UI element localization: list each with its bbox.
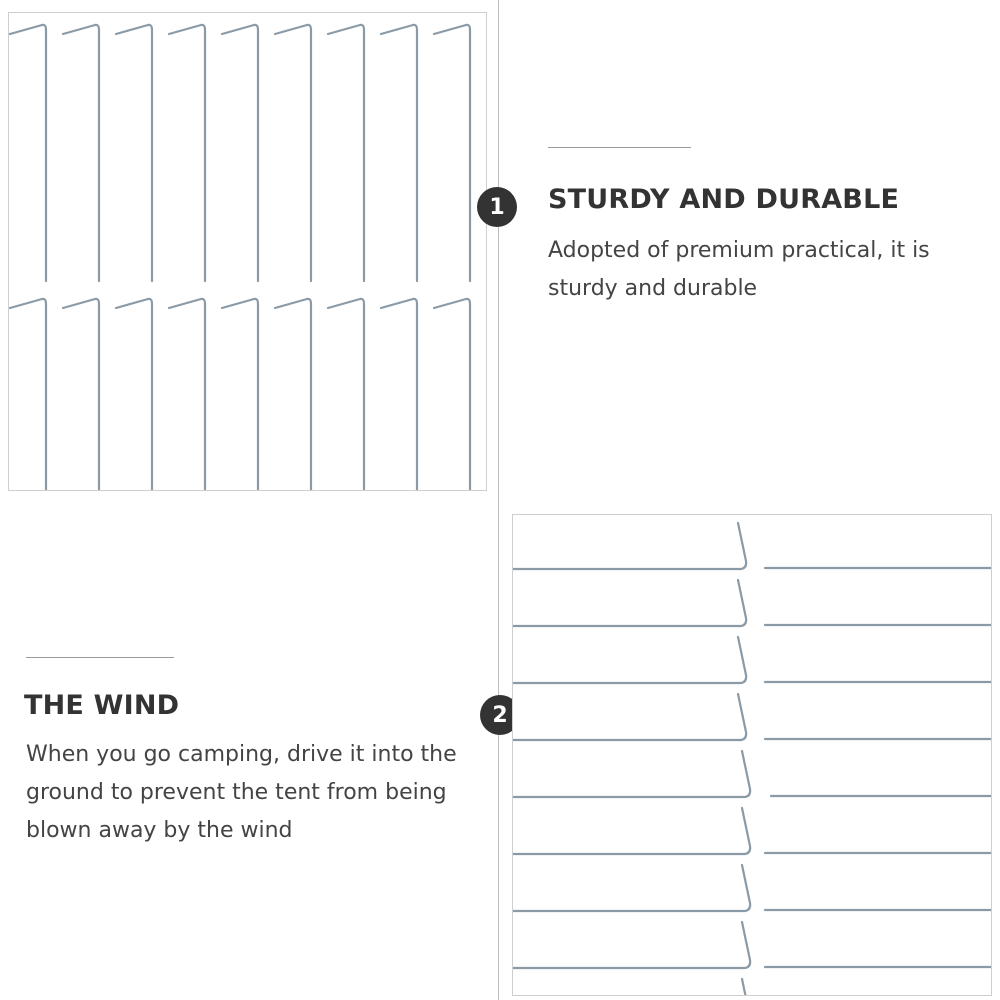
section1-title: STURDY AND DURABLE xyxy=(548,184,900,215)
tent-stake-row2-3 xyxy=(116,299,152,490)
step-number-badge-1: 1 xyxy=(477,187,517,227)
tent-stake-row1-4 xyxy=(169,25,205,281)
tent-stake-row1-7 xyxy=(328,25,364,281)
section2-title: THE WIND xyxy=(24,690,180,721)
tent-stake-horizontal-5 xyxy=(513,751,750,797)
tent-stake-row2-2 xyxy=(63,299,99,490)
tent-stake-row1-5 xyxy=(222,25,258,281)
tent-stake-horizontal-4 xyxy=(513,694,746,740)
section2-description: When you go camping, drive it into the ground to prevent the tent from being blown away by the wind xyxy=(26,742,457,843)
tent-stake-row2-7 xyxy=(328,299,364,490)
section2-divider xyxy=(26,657,174,658)
tent-stake-row2-6 xyxy=(275,299,311,490)
tent-stake-row2-4 xyxy=(169,299,205,490)
tent-stake-horizontal-6 xyxy=(513,808,750,854)
tent-stake-horizontal-7 xyxy=(513,865,750,911)
tent-stake-row1-8 xyxy=(381,25,417,281)
step-number-badge-2: 2 xyxy=(480,695,520,735)
tent-stake-row2-9 xyxy=(434,299,470,490)
section1-description: Adopted of premium practical, it is sturdy and durable xyxy=(548,238,930,301)
tent-stake-row1-3 xyxy=(116,25,152,281)
tent-stake-row1-6 xyxy=(275,25,311,281)
tent-stake-row1-9 xyxy=(434,25,470,281)
horizontal-stakes-image xyxy=(512,514,992,996)
tent-stake-horizontal-9 xyxy=(513,979,750,995)
tent-stake-horizontal-3 xyxy=(513,637,746,683)
tent-stake-horizontal-2 xyxy=(513,580,746,626)
tent-stake-row1-2 xyxy=(63,25,99,281)
section1-divider xyxy=(548,147,691,148)
upright-stakes-image xyxy=(8,12,487,491)
tent-stake-row1-1 xyxy=(10,25,46,281)
tent-stake-horizontal-8 xyxy=(513,922,750,968)
tent-stake-horizontal-1 xyxy=(513,523,746,569)
tent-stake-row2-1 xyxy=(10,299,46,490)
tent-stake-row2-5 xyxy=(222,299,258,490)
tent-stake-row2-8 xyxy=(381,299,417,490)
center-divider xyxy=(498,0,499,1000)
stakes-horizontal-drawing xyxy=(513,515,991,995)
stakes-vertical-drawing xyxy=(9,13,486,490)
